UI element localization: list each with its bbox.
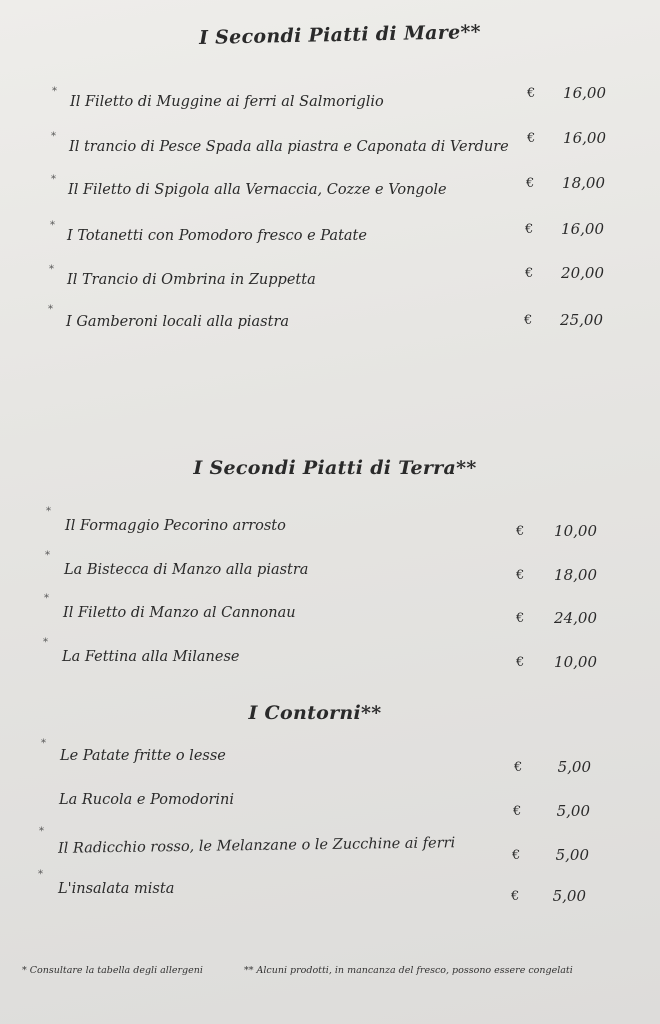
allergen-star: * (43, 637, 48, 648)
item-price: 5,00 (555, 846, 589, 864)
menu-item (0, 738, 660, 776)
menu-item (0, 84, 660, 116)
menu-item (0, 593, 660, 629)
footnote-frozen: ** Alcuni prodotti, in mancanza del fresco, possono essere congelati (244, 965, 573, 976)
item-name: Il trancio di Pesce Spada alla piastra e Caponata di Verdure (69, 139, 509, 155)
section-title-contorni: I Contorni** (248, 702, 382, 724)
allergen-star: * (46, 506, 51, 517)
menu-item (0, 792, 660, 820)
item-name: Il Trancio di Ombrina in Zuppetta (67, 272, 316, 288)
allergen-star: * (50, 220, 55, 231)
currency-symbol: € (527, 131, 536, 146)
footnote-allergens: * Consultare la tabella degli allergeni (22, 965, 203, 976)
item-name: Il Filetto di Muggine ai ferri al Salmoriglio (70, 94, 384, 110)
item-price: 5,00 (552, 887, 586, 905)
item-price: 16,00 (563, 129, 606, 147)
menu-item (0, 174, 660, 204)
item-name: Il Filetto di Manzo al Cannonau (63, 605, 296, 621)
currency-symbol: € (526, 176, 535, 191)
item-price: 18,00 (562, 174, 605, 192)
menu-item (0, 220, 660, 250)
item-price: 10,00 (554, 522, 597, 540)
item-price: 16,00 (561, 220, 604, 238)
menu-item (0, 550, 660, 586)
allergen-star: * (45, 550, 50, 561)
item-price: 10,00 (554, 653, 597, 671)
currency-symbol: € (511, 889, 520, 904)
section-title-terra: I Secondi Piatti di Terra** (193, 457, 477, 479)
item-name: Il Formaggio Pecorino arrosto (65, 518, 286, 534)
currency-symbol: € (525, 266, 534, 281)
allergen-star: * (41, 738, 46, 749)
item-name: Il Radicchio rosso, le Melanzane o le Zucchine ai ferri (57, 835, 456, 857)
menu-item (0, 826, 660, 864)
currency-symbol: € (512, 848, 521, 863)
currency-symbol: € (525, 222, 534, 237)
currency-symbol: € (516, 655, 525, 670)
item-name: I Gamberoni locali alla piastra (66, 314, 290, 330)
item-name: Le Patate fritte o lesse (60, 748, 226, 764)
menu-item (0, 264, 660, 294)
currency-symbol: € (516, 524, 525, 539)
item-name: L'insalata mista (58, 881, 175, 897)
menu-item (0, 129, 660, 161)
allergen-star: * (51, 174, 56, 185)
allergen-star: * (38, 869, 43, 880)
item-name: La Rucola e Pomodorini (59, 792, 235, 808)
currency-symbol: € (513, 804, 522, 819)
currency-symbol: € (516, 568, 525, 583)
item-name: Il Filetto di Spigola alla Vernaccia, Cozze e Vongole (68, 182, 447, 198)
item-price: 5,00 (556, 802, 590, 820)
allergen-star: * (39, 826, 44, 837)
allergen-star: * (48, 304, 53, 315)
allergen-star: * (52, 86, 57, 97)
menu-item (0, 869, 660, 905)
allergen-star: * (51, 131, 56, 142)
item-name: I Totanetti con Pomodoro fresco e Patate (67, 228, 367, 244)
item-price: 16,00 (563, 84, 606, 102)
menu-item (0, 637, 660, 673)
item-name: La Fettina alla Milanese (62, 649, 240, 665)
allergen-star: * (44, 593, 49, 604)
currency-symbol: € (527, 86, 536, 101)
item-price: 18,00 (554, 566, 597, 584)
item-price: 5,00 (557, 758, 591, 776)
item-price: 24,00 (554, 609, 597, 627)
item-price: 20,00 (561, 264, 604, 282)
currency-symbol: € (514, 760, 523, 775)
item-price: 25,00 (560, 311, 603, 329)
currency-symbol: € (516, 611, 525, 626)
menu-item (0, 304, 660, 338)
menu-item (0, 506, 660, 542)
allergen-star: * (49, 264, 54, 275)
section-title-mare: I Secondi Piatti di Mare** (198, 21, 482, 49)
item-name: La Bistecca di Manzo alla piastra (64, 562, 309, 578)
currency-symbol: € (524, 313, 533, 328)
